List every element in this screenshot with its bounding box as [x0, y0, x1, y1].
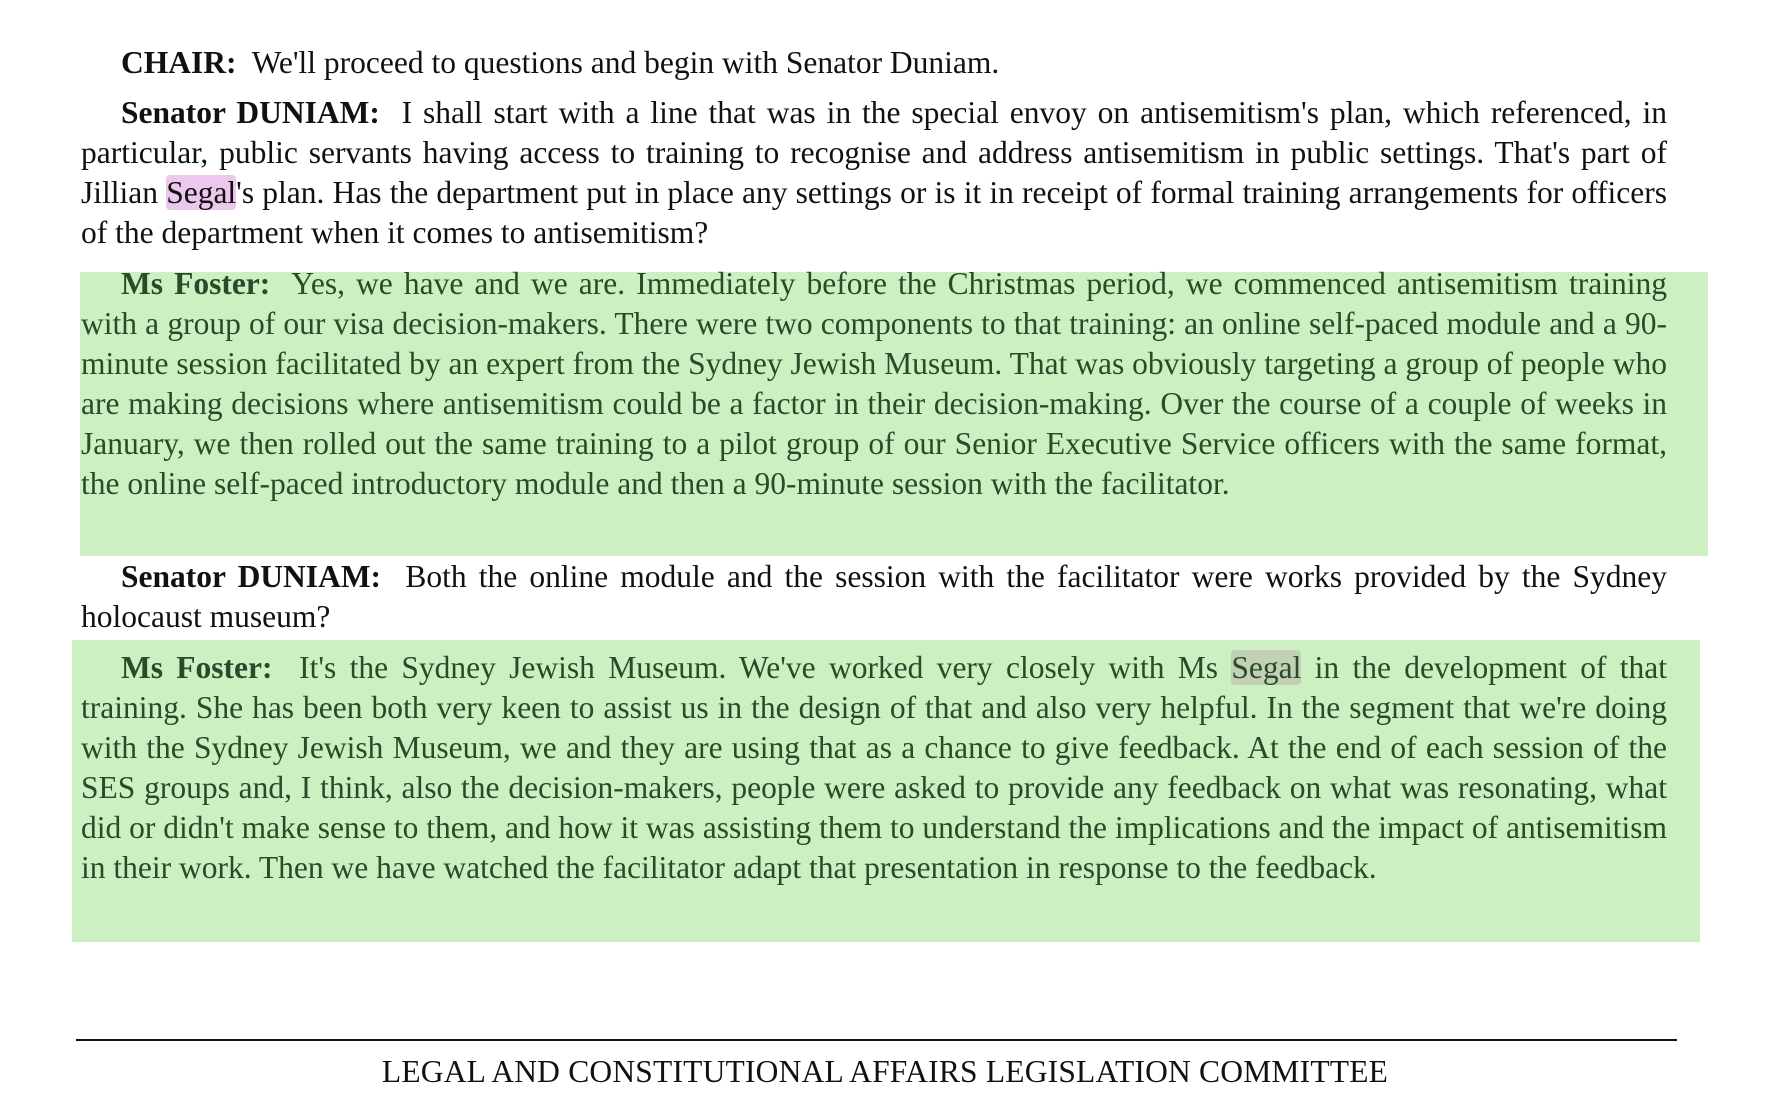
name-highlight-segal: Segal: [166, 175, 237, 210]
question-text-end: 's plan. Has the department put in place any settings or is it in receipt of formal training arrangements for officers of the department when it comes to antisemitism?: [81, 175, 1668, 250]
answer-text-start: It's the Sydney Jewish Museum. We've worked very closely with Ms: [299, 650, 1232, 685]
foster-answer-2: [81, 648, 1667, 888]
question-text: Both the online module and the session with the facilitator were works provided by the Sydney holocaust museum?: [81, 559, 1667, 634]
duniam-question-1: [81, 93, 1667, 253]
speaker-foster: Ms Foster:: [121, 650, 273, 685]
foster-answer-1: [81, 264, 1667, 504]
name-highlight-segal: Segal: [1231, 650, 1302, 685]
answer-text-end: in the development of that training. She has been both very keen to assist us in the design of that and also very helpful. In the segment that we're doing with the Sydney Jewish Museum, we and they are using that as a chance to give feedback. At the end of each session of the SES groups and, I think, also the decision-makers, people were asked to provide any feedback on what was resonating, what did or didn't make sense to them, and how it was assisting them to understand the implications and the impact of antisemitism in their work. Then we have watched the facilitator adapt that presentation in response to the feedback.: [81, 650, 1668, 885]
speaker-duniam: Senator DUNIAM:: [121, 559, 382, 594]
speaker-foster: Ms Foster:: [121, 266, 271, 301]
speaker-chair: CHAIR:: [121, 45, 237, 80]
speaker-duniam: Senator DUNIAM:: [121, 95, 380, 130]
footer-divider: [76, 1039, 1677, 1041]
question-text-start: I shall start with a line that was in the special envoy on antisemitism's plan, which referenced, in particular, public servants having access to training to recognise and address antisemitism in public settings. That's part of Jillian: [81, 95, 1667, 210]
footer-committee-name: LEGAL AND CONSTITUTIONAL AFFAIRS LEGISLATION COMMITTEE: [381, 1054, 1389, 1089]
answer-text: Yes, we have and we are. Immediately before the Christmas period, we commenced antisemitism training with a group of our visa decision-makers. There were two components to that training: an online self-paced module and a 90-minute session facilitated by an expert from the Sydney Jewish Museum. That was obviously targeting a group of people who are making decisions where antisemitism could be a factor in their decision-making. Over the course of a couple of weeks in January, we then rolled out the same training to a pilot group of our Senior Executive Service officers with the same format, the online self-paced introductory module and then a 90-minute session with the facilitator.: [81, 266, 1667, 501]
chair-remark: We'll proceed to questions and begin with Senator Duniam.: [251, 45, 1000, 80]
chair-paragraph: [81, 43, 1667, 83]
duniam-question-2: [81, 557, 1667, 637]
